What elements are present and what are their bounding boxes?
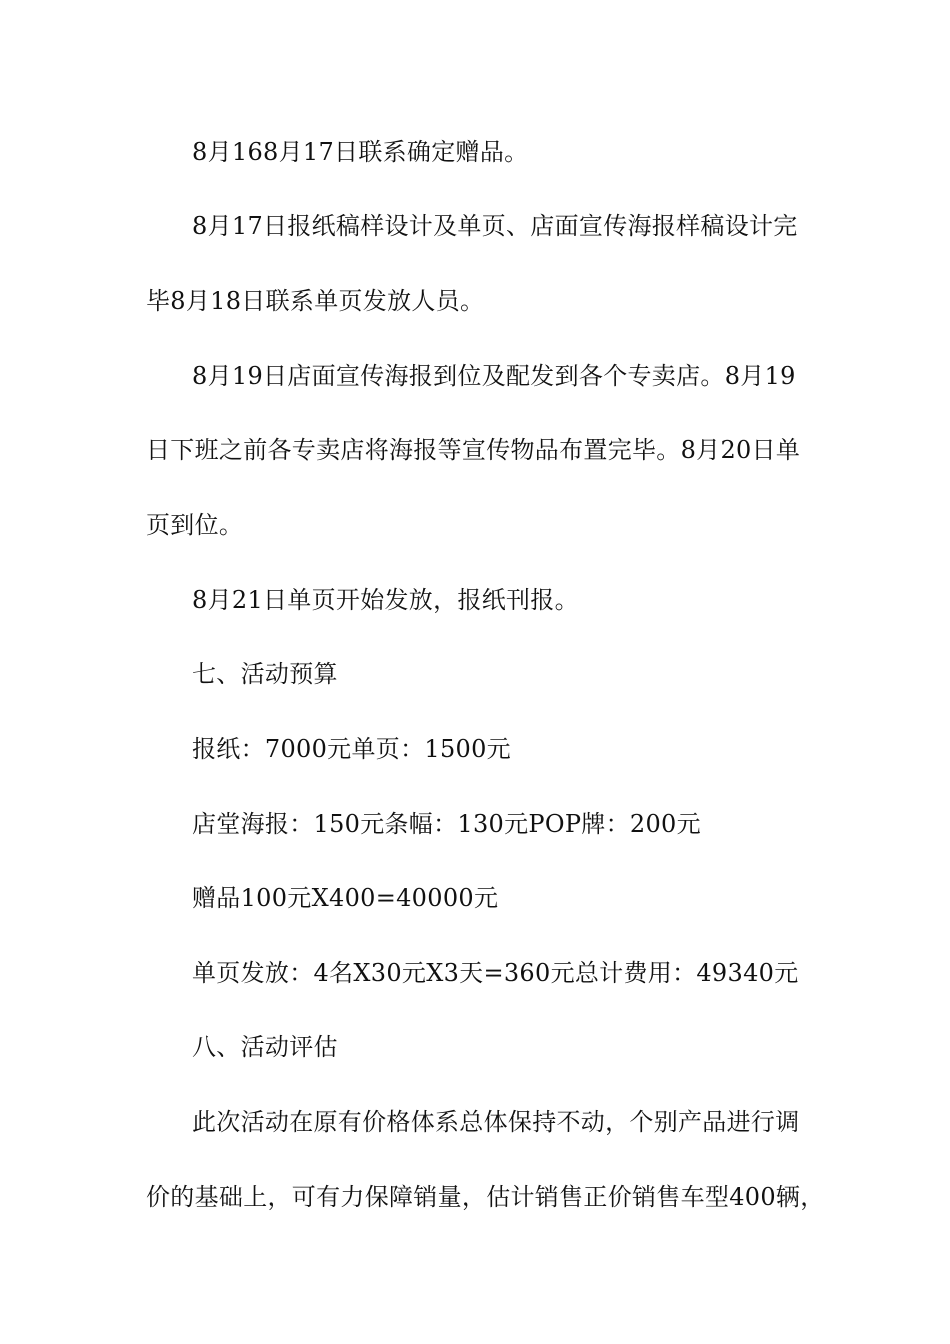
- evaluation-paragraph-line-1: 此次活动在原有价格体系总体保持不动，个别产品进行调: [192, 1108, 800, 1136]
- schedule-line-design: 8月17日报纸稿样设计及单页、店面宣传海报样稿设计完: [192, 212, 798, 240]
- schedule-line-flyers-ready: 页到位。: [146, 511, 244, 539]
- budget-line-gifts: 赠品100元X400=40000元: [192, 884, 499, 912]
- evaluation-paragraph-line-2: 价的基础上，可有力保障销量，估计销售正价销售车型400辆，: [146, 1183, 825, 1211]
- schedule-line-gift-confirm: 8月168月17日联系确定赠品。: [192, 138, 529, 166]
- budget-line-distribution-total: 单页发放：4名X30元X3天=360元总计费用：49340元: [192, 959, 799, 987]
- budget-line-newspaper: 报纸：7000元单页：1500元: [192, 735, 511, 763]
- schedule-line-staff: 毕8月18日联系单页发放人员。: [146, 287, 485, 315]
- section-heading-budget: 七、活动预算: [192, 660, 338, 688]
- schedule-line-posters: 8月19日店面宣传海报到位及配发到各个专卖店。8月19: [192, 362, 796, 390]
- schedule-line-distribution: 8月21日单页开始发放，报纸刊报。: [192, 586, 579, 614]
- budget-line-posters: 店堂海报：150元条幅：130元POP牌：200元: [192, 810, 701, 838]
- schedule-line-arrangement: 日下班之前各专卖店将海报等宣传物品布置完毕。8月20日单: [146, 436, 801, 464]
- section-heading-evaluation: 八、活动评估: [192, 1033, 338, 1061]
